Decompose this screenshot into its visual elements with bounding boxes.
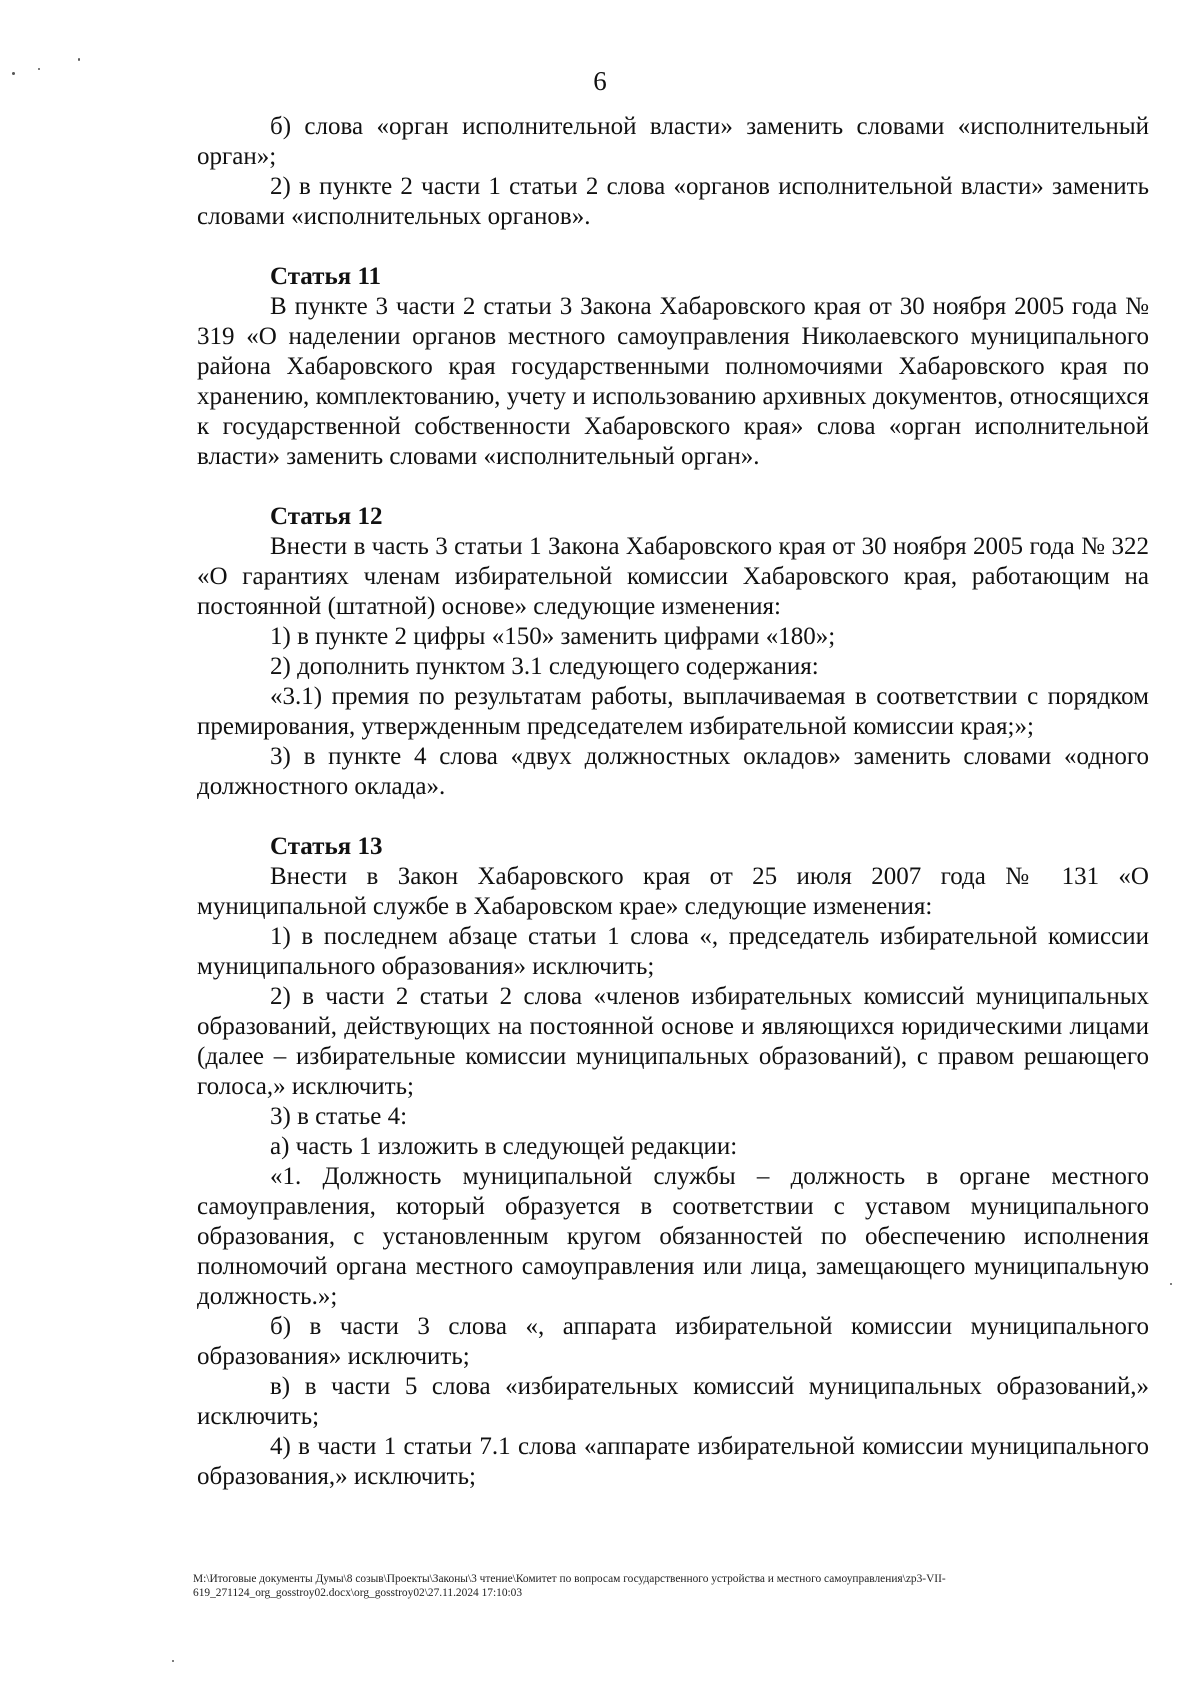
paragraph: Внести в часть 3 статьи 1 Закона Хабаровского края от 30 ноября 2005 года № 322 «О гарантиях членам избирательной комиссии Хабаровского края, работающим на постоянной (штатной) основе» следующие изменения: — [197, 533, 1149, 620]
paragraph: б) слова «орган исполнительной власти» заменить словами «исполнительный орган»; — [197, 113, 1149, 170]
paragraph: «3.1) премия по результатам работы, выплачиваемая в соответствии с порядком премирования, утвержденным председателем избирательной комиссии края;»; — [197, 683, 1149, 740]
paragraph: Внести в Закон Хабаровского края от 25 июля 2007 года № 131 «О муниципальной службе в Хабаровском крае» следующие изменения: — [197, 863, 1149, 920]
paragraph: 2) в части 2 статьи 2 слова «членов избирательных комиссий муниципальных образований, действующих на постоянной основе и являющихся юридическими лицами (далее – избирательные комиссии муниципальных образований), с правом решающего голоса,» исключить; — [197, 983, 1149, 1100]
document-body — [197, 112, 1149, 1492]
footer-path-line-1: М:\Итоговые документы Думы\8 созыв\Проекты\Законы\3 чтение\Комитет по вопросам государственного устройства и местного самоуправления\zp3-VII- — [193, 1573, 946, 1585]
paragraph: б) в части 3 слова «, аппарата избирательной комиссии муниципального образования» исключить; — [197, 1313, 1149, 1370]
article-heading: Статья 12 — [270, 503, 383, 530]
scan-speck — [78, 58, 80, 61]
page-number: 6 — [593, 66, 607, 96]
paragraph: в) в части 5 слова «избирательных комиссий муниципальных образований,» исключить; — [197, 1373, 1149, 1430]
paragraph: 3) в пункте 4 слова «двух должностных окладов» заменить словами «одного должностного оклада». — [197, 743, 1149, 800]
paragraph: 2) в пункте 2 части 1 статьи 2 слова «органов исполнительной власти» заменить словами «исполнительных органов». — [197, 173, 1149, 230]
scan-speck — [38, 68, 40, 70]
footer-path-line-2: 619_271124_org_gosstroy02.docx\org_gosstroy02\27.11.2024 17:10:03 — [193, 1587, 523, 1599]
paragraph: 1) в пункте 2 цифры «150» заменить цифрами «180»; — [270, 623, 836, 650]
paragraph: «1. Должность муниципальной службы – должность в органе местного самоуправления, который образуется в соответствии с уставом муниципального образования, с установленным кругом обязанностей по обеспечению исполнения полномочий органа местного самоуправления или лица, замещающего муниципальную должность.»; — [197, 1163, 1149, 1310]
paragraph: 1) в последнем абзаце статьи 1 слова «, председатель избирательной комиссии муниципального образования» исключить; — [197, 923, 1149, 980]
paragraph: 3) в статье 4: — [270, 1103, 408, 1130]
article-heading: Статья 11 — [270, 263, 382, 290]
paragraph: 2) дополнить пунктом 3.1 следующего содержания: — [270, 653, 819, 680]
scan-speck — [12, 72, 15, 75]
paragraph: а) часть 1 изложить в следующей редакции: — [270, 1133, 738, 1160]
paragraph: 4) в части 1 статьи 7.1 слова «аппарате избирательной комиссии муниципального образования,» исключить; — [197, 1433, 1149, 1490]
scan-speck — [172, 1660, 174, 1662]
article-heading: Статья 13 — [270, 833, 383, 860]
document-footer-path — [193, 1572, 1153, 1600]
paragraph: В пункте 3 части 2 статьи 3 Закона Хабаровского края от 30 ноября 2005 года № 319 «О наделении органов местного самоуправления Николаевского муниципального района Хабаровского края государственными полномочиями Хабаровского края по хранению, комплектованию, учету и использованию архивных документов, относящихся к государственной собственности Хабаровского края» слова «орган исполнительной власти» заменить словами «исполнительный орган». — [197, 293, 1149, 470]
scan-speck — [1170, 1283, 1172, 1285]
